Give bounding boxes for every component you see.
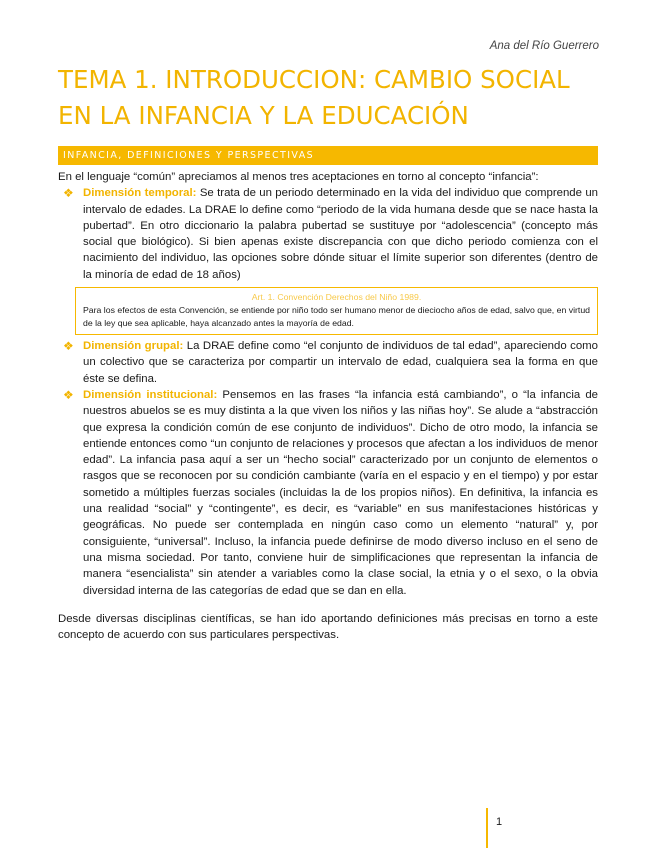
quote-title: Art. 1. Convención Derechos del Niño 1989. bbox=[251, 292, 422, 303]
bullet-term: Dimensión institucional: bbox=[83, 388, 218, 401]
quote-box bbox=[75, 287, 598, 335]
quote-text: Para los efectos de esta Convención, se entiende por niño todo ser humano menor de dieciocho años de edad, salvo que, en virtud de la ley que sea aplicable, haya alcanzado antes la mayoría de edad. bbox=[83, 305, 590, 329]
diamond-bullet-icon: ❖ bbox=[63, 339, 74, 354]
diamond-bullet-icon: ❖ bbox=[63, 186, 74, 201]
section-heading: INFANCIA, DEFINICIONES Y PERSPECTIVAS bbox=[63, 150, 315, 161]
page-number: 1 bbox=[486, 808, 502, 848]
bullet-item-institucional bbox=[58, 387, 598, 599]
bullet-text: Se trata de un periodo determinado en la vida del individuo que comprende un intervalo de edades. La DRAE lo define como “periodo de la vida humana desde que se nace hasta la pubertad”. En otro diccionario la palabra pubertad se sustituye por “adolescencia” (concepto más social que biológico). Si bien apenas existe discrepancia con que dicho periodo comienza con el nacimiento del individuo, las opciones sobre dónde situar el límite superior son diferentes (dentro de la minoría de edad de 18 años) bbox=[83, 187, 598, 281]
bullet-item-temporal bbox=[58, 185, 598, 283]
bullet-item-grupal bbox=[58, 338, 598, 387]
intro-paragraph: En el lenguaje “común” apreciamos al menos tres aceptaciones en torno al concepto “infancia”: bbox=[58, 171, 539, 183]
diamond-bullet-icon: ❖ bbox=[63, 387, 74, 402]
bullet-term: Dimensión temporal: bbox=[83, 187, 197, 200]
page-title: TEMA 1. INTRODUCCION: CAMBIO SOCIAL EN LA INFANCIA Y LA EDUCACIÓN bbox=[58, 65, 570, 130]
bullet-term: Dimensión grupal: bbox=[83, 340, 184, 353]
bullet-text: La DRAE define como “el conjunto de individuos de tal edad”, apareciendo como un colectivo que se caracteriza por compartir un intervalo de edad, cualquiera sea la forma en que éste se defina. bbox=[83, 340, 598, 385]
closing-paragraph: Desde diversas disciplinas científicas, se han ido aportando definiciones más precisas en torno a este concepto de acuerdo con sus particulares perspectivas. bbox=[58, 612, 598, 642]
bullet-text: Pensemos en las frases “la infancia está cambiando”, o “la infancia de nuestros abuelos se es muy distinta a la que viven los niños y las niñas hoy”. Se alude a “abstracción que expresa la condición común de ese conjunto de individuos”. Dicho de otro modo, la infancia se entiende entonces como “un conjunto de relaciones y procesos que afectan a los individuos de menor edad”. La infancia pasa aquí a ser un “hecho social” caracterizado por un conjunto de elementos o rasgos que se reconocen por su condición cambiante (varía en el espacio y en el tiempo) y por estar sometido a múltiples fuerzas sociales (incluidas la de los propios niños). En definitiva, la infancia es una realidad “social” y “contingente”, es decir, es “variable” en sus manifestaciones históricas y geográficas. No puede ser contemplada en ningún caso como un elemento “natural” y, por consiguiente, “universal”. Incluso, la infancia puede definirse de modo diverso incluso en el seno de una misma sociedad. Por tanto, conviene huir de simplificaciones que representan la infancia de manera “esencialista” sin atender a variables como la clase social, la etnia y o el sexo, o la obvia diversidad interna de las categorías de edad que se dan en ella. bbox=[83, 388, 598, 597]
section-heading-bar bbox=[58, 146, 598, 165]
document-body bbox=[58, 169, 598, 643]
author-name: Ana del Río Guerrero bbox=[489, 40, 599, 52]
